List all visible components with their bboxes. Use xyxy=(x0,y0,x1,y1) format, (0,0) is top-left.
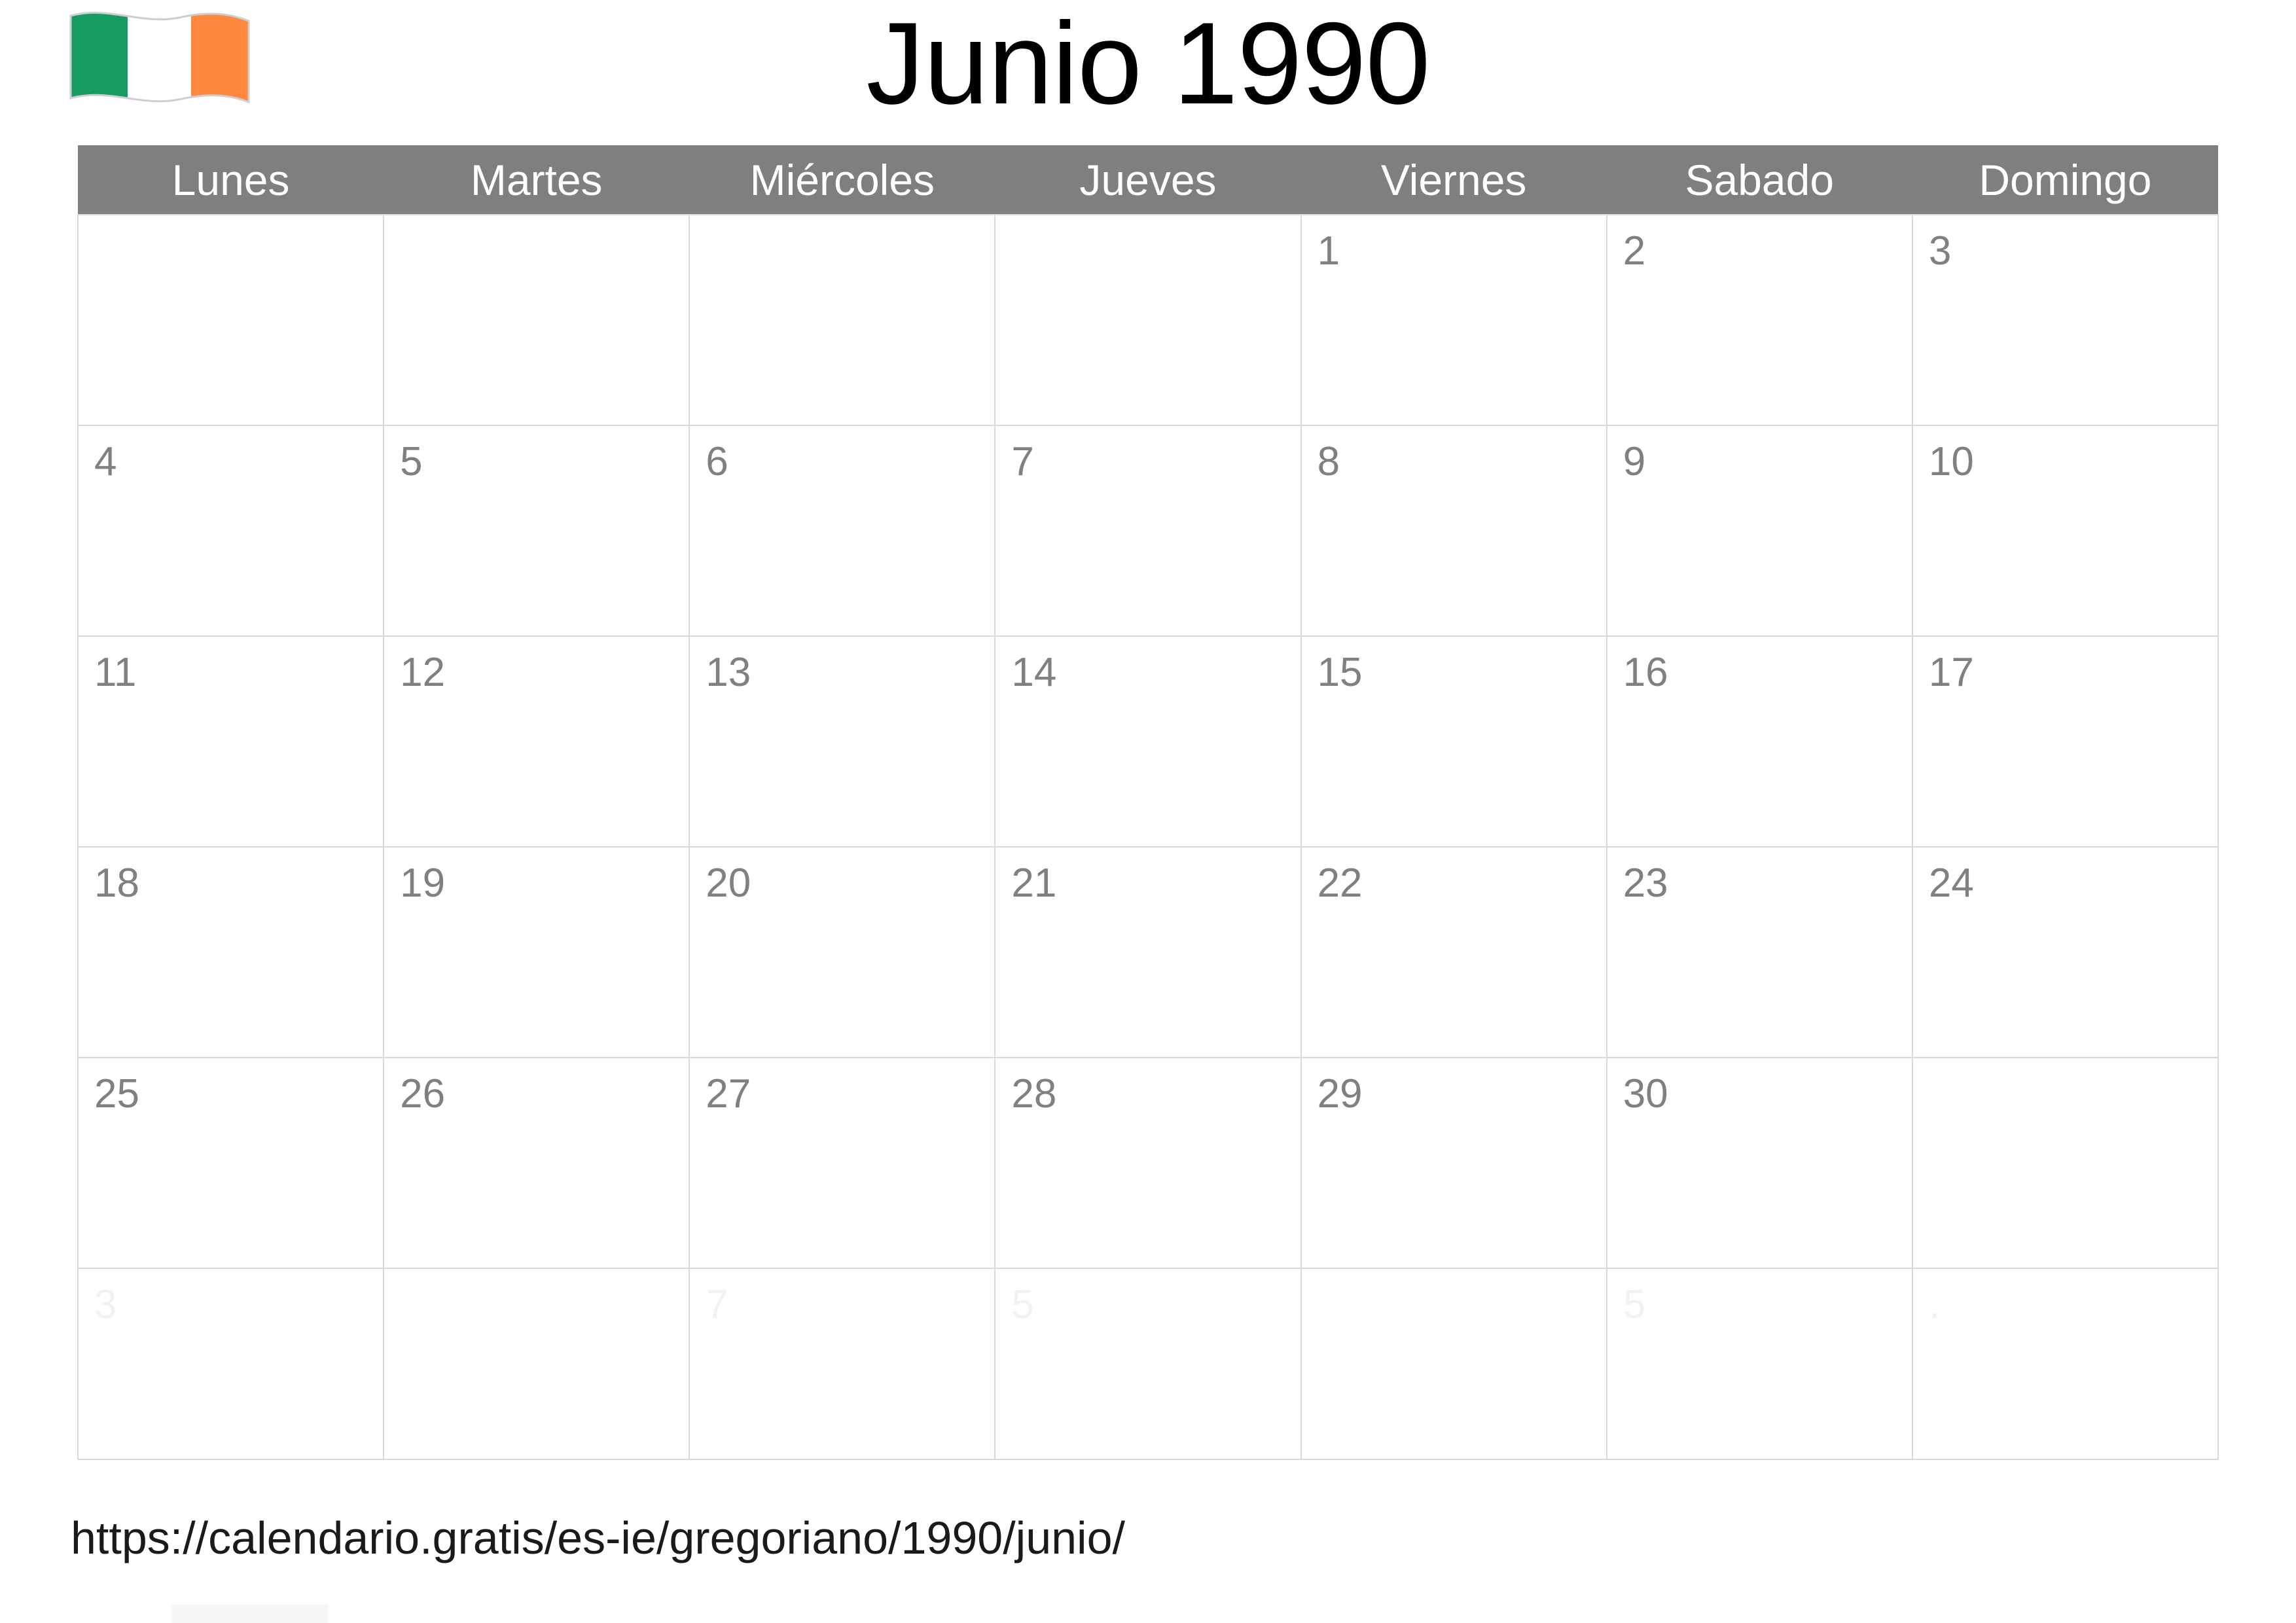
calendar-day-cell[interactable] xyxy=(1912,1268,2218,1459)
calendar-day-cell[interactable] xyxy=(1607,1058,1912,1268)
calendar-day-cell[interactable] xyxy=(995,215,1300,425)
day-number: 11 xyxy=(94,650,137,695)
day-number xyxy=(1302,1269,1606,1329)
calendar-day-cell[interactable] xyxy=(995,847,1300,1058)
calendar-day-cell[interactable] xyxy=(78,215,384,425)
month-calendar-table xyxy=(77,145,2219,1460)
page-title: Junio 1990 xyxy=(866,0,1430,128)
weekday-header-saturday: Sabado xyxy=(1607,145,1912,215)
weekday-header-row xyxy=(78,145,2218,215)
calendar-day-cell[interactable] xyxy=(1607,847,1912,1058)
day-number: 22 xyxy=(1317,861,1363,906)
calendar-day-cell[interactable] xyxy=(995,1058,1300,1268)
calendar-week-row xyxy=(78,636,2218,847)
calendar-week-row-trailing xyxy=(78,1268,2218,1459)
calendar-day-cell[interactable] xyxy=(384,636,689,847)
day-number: 14 xyxy=(1011,650,1057,695)
day-number: 5 xyxy=(400,439,423,484)
calendar-day-cell[interactable] xyxy=(1301,425,1607,636)
calendar-day-cell[interactable] xyxy=(384,847,689,1058)
day-number: 9 xyxy=(1623,439,1646,484)
day-number: 6 xyxy=(706,439,728,484)
calendar-day-cell[interactable] xyxy=(689,636,995,847)
day-number: 3 xyxy=(94,1282,117,1327)
day-number: 16 xyxy=(1623,650,1668,695)
day-number xyxy=(690,215,994,276)
calendar-day-cell[interactable] xyxy=(384,425,689,636)
day-number: 7 xyxy=(706,1282,728,1327)
day-number: 2 xyxy=(1623,228,1646,274)
day-number: 5 xyxy=(1623,1282,1646,1327)
calendar-day-cell[interactable] xyxy=(1607,636,1912,847)
calendar-day-cell[interactable] xyxy=(78,847,384,1058)
weekday-header-monday: Lunes xyxy=(78,145,384,215)
calendar-day-cell[interactable] xyxy=(78,1058,384,1268)
day-number: 29 xyxy=(1317,1071,1363,1116)
day-number: 17 xyxy=(1928,650,1974,695)
page-header xyxy=(0,0,2296,141)
day-number xyxy=(1913,1058,2217,1118)
day-number xyxy=(384,215,689,276)
day-number xyxy=(996,215,1300,276)
day-number: 27 xyxy=(706,1071,751,1116)
calendar-day-cell[interactable] xyxy=(1301,847,1607,1058)
calendar-day-cell[interactable] xyxy=(1607,215,1912,425)
day-number: 30 xyxy=(1623,1071,1668,1116)
calendar-day-cell[interactable] xyxy=(995,1268,1300,1459)
day-number xyxy=(79,215,383,276)
calendar-day-cell[interactable] xyxy=(384,215,689,425)
day-number: 24 xyxy=(1928,861,1974,906)
day-number: 15 xyxy=(1317,650,1363,695)
calendar-week-row xyxy=(78,1058,2218,1268)
calendar-day-cell[interactable] xyxy=(689,215,995,425)
calendar-day-cell[interactable] xyxy=(689,1058,995,1268)
calendar-day-cell[interactable] xyxy=(995,425,1300,636)
weekday-header-friday: Viernes xyxy=(1301,145,1607,215)
day-number: 5 xyxy=(1011,1282,1034,1327)
day-number: 25 xyxy=(94,1071,139,1116)
day-number: 28 xyxy=(1011,1071,1057,1116)
day-number: 21 xyxy=(1011,861,1057,906)
day-number: 7 xyxy=(1011,439,1034,484)
calendar-day-cell[interactable] xyxy=(1912,215,2218,425)
calendar-day-cell[interactable] xyxy=(1301,215,1607,425)
calendar-day-cell[interactable] xyxy=(78,425,384,636)
day-number: 18 xyxy=(94,861,139,906)
calendar-day-cell[interactable] xyxy=(1301,1058,1607,1268)
day-number: . xyxy=(1928,1282,1941,1327)
day-number: 1 xyxy=(1317,228,1340,274)
day-number: 13 xyxy=(706,650,751,695)
day-number: 10 xyxy=(1928,439,1974,484)
day-number: 19 xyxy=(400,861,446,906)
day-number: 3 xyxy=(1928,228,1952,274)
calendar-day-cell[interactable] xyxy=(1607,1268,1912,1459)
calendar-day-cell[interactable] xyxy=(1912,425,2218,636)
calendar-week-row xyxy=(78,215,2218,425)
calendar-day-cell[interactable] xyxy=(995,636,1300,847)
source-url[interactable]: https://calendario.gratis/es-ie/gregoriano/1990/junio/ xyxy=(71,1512,1125,1563)
day-number: 8 xyxy=(1317,439,1340,484)
calendar-day-cell[interactable] xyxy=(384,1058,689,1268)
day-number: 4 xyxy=(94,439,117,484)
calendar-day-cell[interactable] xyxy=(689,1268,995,1459)
calendar-day-cell[interactable] xyxy=(1912,636,2218,847)
day-number: 12 xyxy=(400,650,446,695)
day-number: 26 xyxy=(400,1071,446,1116)
weekday-header-tuesday: Martes xyxy=(384,145,689,215)
page-bottom-strip xyxy=(171,1605,329,1623)
weekday-header-sunday: Domingo xyxy=(1912,145,2218,215)
calendar-day-cell[interactable] xyxy=(689,425,995,636)
day-number: 20 xyxy=(706,861,751,906)
calendar-day-cell[interactable] xyxy=(689,847,995,1058)
calendar-week-row xyxy=(78,847,2218,1058)
calendar-day-cell[interactable] xyxy=(1912,847,2218,1058)
calendar-week-row xyxy=(78,425,2218,636)
day-number: 23 xyxy=(1623,861,1668,906)
calendar-day-cell[interactable] xyxy=(78,1268,384,1459)
day-number xyxy=(384,1269,689,1329)
calendar-day-cell[interactable] xyxy=(384,1268,689,1459)
calendar-day-cell[interactable] xyxy=(78,636,384,847)
calendar-day-cell[interactable] xyxy=(1301,1268,1607,1459)
calendar-day-cell[interactable] xyxy=(1301,636,1607,847)
weekday-header-wednesday: Miércoles xyxy=(689,145,995,215)
calendar-day-cell[interactable] xyxy=(1607,425,1912,636)
calendar-day-cell[interactable] xyxy=(1912,1058,2218,1268)
weekday-header-thursday: Jueves xyxy=(995,145,1300,215)
